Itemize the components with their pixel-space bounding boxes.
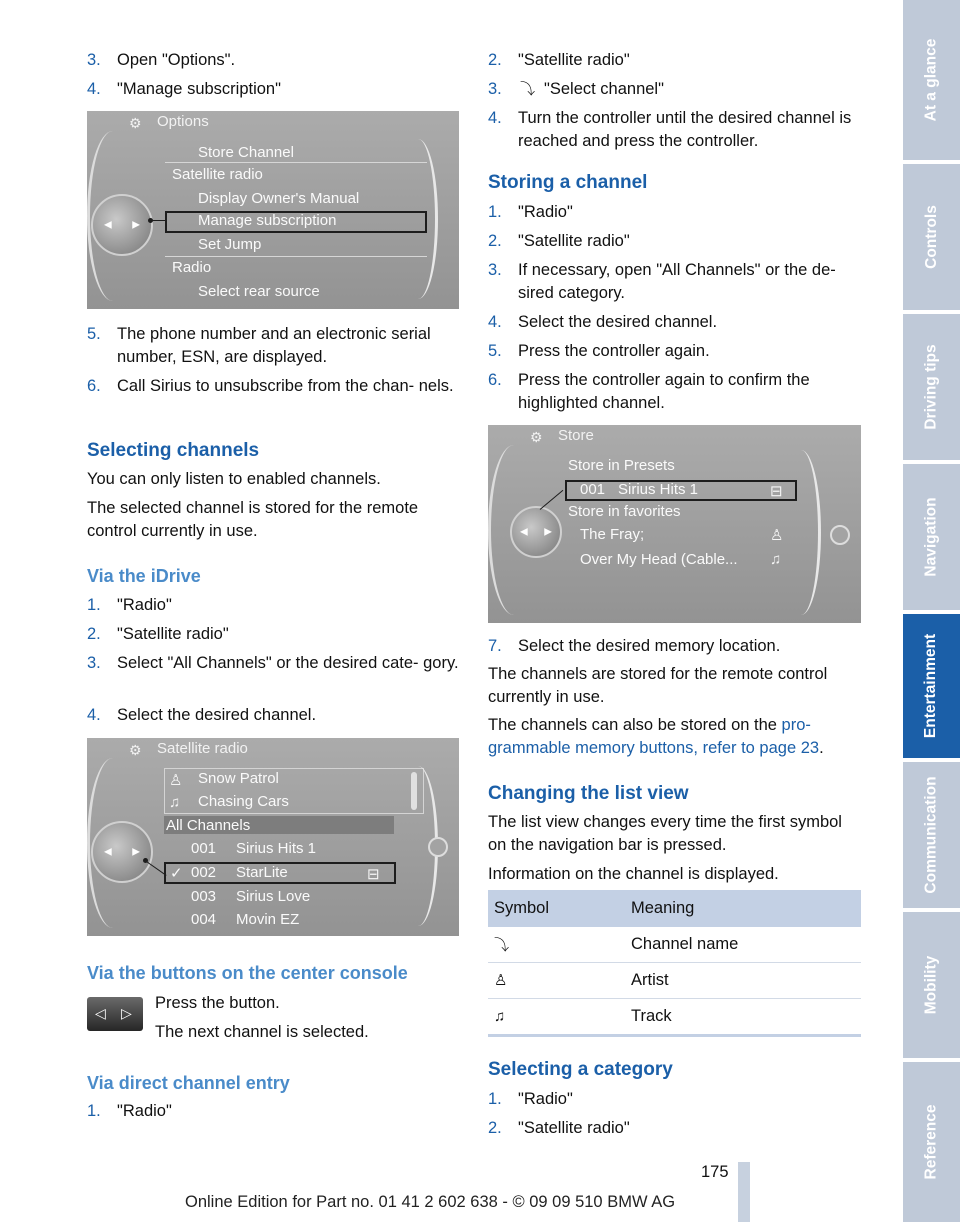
option-button-icon (830, 525, 850, 545)
track-icon: ♫ (770, 551, 782, 568)
menu-item: Store in Presets (568, 457, 675, 474)
store-channel-screenshot (488, 425, 861, 623)
page-reference-link[interactable]: pro- grammable memory buttons, refer to page 23 (488, 716, 820, 757)
paragraph: The channels can also be stored on the pro- grammable memory buttons, refer to page 23. (488, 716, 824, 757)
channel-name: StarLite (236, 864, 288, 881)
table-cell: Track (625, 999, 861, 1036)
channel-name: Movin EZ (236, 911, 300, 928)
paragraph: The list view changes every time the first symbol on the navigation bar is pressed. (488, 813, 842, 854)
column-header: Meaning (625, 890, 861, 927)
menu-item: Display Owner's Manual (198, 190, 360, 207)
section-heading: Selecting a category (488, 1059, 673, 1080)
category-label: All Channels (166, 817, 251, 834)
menu-item: Satellite radio (172, 166, 263, 183)
select-channel-icon: ⤵ (520, 81, 536, 98)
settings-menu-icon: ⚙ (530, 429, 543, 445)
channel-number: 003 (191, 888, 217, 905)
tab-navigation[interactable]: Navigation (903, 464, 960, 610)
paragraph: Press the button. (155, 994, 280, 1012)
section-heading: Changing the list view (488, 783, 689, 804)
channel-buttons-image (87, 997, 143, 1031)
menu-item-selected: Manage subscription (198, 212, 337, 229)
controller-knob-icon: ◀ ▶ (510, 506, 562, 558)
channel-number: 004 (191, 911, 217, 928)
option-button-icon (428, 837, 448, 857)
store-icon: ⊟ (770, 483, 783, 500)
paragraph: The next channel is selected. (155, 1023, 369, 1041)
menu-item: Radio (172, 259, 212, 276)
section-heading: Selecting channels (87, 440, 260, 461)
tab-at-a-glance[interactable]: At a glance (903, 0, 960, 160)
table-row (488, 999, 861, 1036)
store-icon: ⊟ (367, 866, 380, 883)
channel-name: Sirius Hits 1 (618, 481, 699, 498)
menu-item: The Fray; (580, 526, 645, 543)
artist-label: Snow Patrol (198, 770, 279, 787)
subsection-heading: Via the iDrive (87, 566, 201, 586)
table-header-row (488, 890, 861, 927)
table-row (488, 963, 861, 999)
artist-icon: ♙ (494, 972, 508, 989)
menu-item: Store in favorites (568, 503, 681, 520)
track-icon: ♫ (494, 1008, 506, 1025)
menu-item: Store Channel (198, 144, 294, 161)
settings-menu-icon: ⚙ (129, 742, 142, 758)
controller-knob-icon: ◀ ▶ (91, 194, 153, 256)
settings-menu-icon: ⚙ (129, 115, 142, 131)
paragraph: Information on the channel is displayed. (488, 865, 779, 883)
table-cell: Channel name (625, 927, 861, 963)
subsection-heading: Via the buttons on the center console (87, 963, 408, 983)
channel-number: 002 (191, 864, 217, 881)
next-arrow-icon: ▷ (121, 1005, 132, 1021)
channel-name: Sirius Love (236, 888, 311, 905)
page-number: 175 (701, 1163, 729, 1181)
footer-text: Online Edition for Part no. 01 41 2 602 638 - © 09 09 510 BMW AG (185, 1193, 676, 1211)
menu-item: Set Jump (198, 236, 262, 253)
menu-item: Over My Head (Cable... (580, 551, 738, 568)
table-row (488, 927, 861, 963)
artist-icon: ♙ (770, 527, 784, 544)
paragraph: The channels are stored for the remote control currently in use. (488, 665, 828, 706)
channel-number: 001 (580, 481, 606, 498)
tab-controls[interactable]: Controls (903, 164, 960, 310)
channel-name-icon: ⤵ (494, 937, 510, 954)
controller-knob-icon: ◀ ▶ (91, 821, 153, 883)
paragraph: You can only listen to enabled channels. (87, 470, 381, 488)
screen-title: Store (558, 427, 594, 444)
screen-title: Satellite radio (157, 740, 248, 757)
page-number-bar (738, 1162, 750, 1222)
options-menu-screenshot (87, 111, 459, 309)
column-header: Symbol (488, 890, 625, 927)
track-icon: ♫ (169, 794, 181, 811)
tab-entertainment[interactable]: Entertainment (903, 614, 960, 758)
channel-name: Sirius Hits 1 (236, 840, 317, 857)
subsection-heading: Via direct channel entry (87, 1073, 290, 1093)
section-heading: Storing a channel (488, 172, 648, 193)
screen-title: Options (157, 113, 209, 130)
previous-arrow-icon: ◁ (95, 1005, 106, 1021)
tab-reference[interactable]: Reference (903, 1062, 960, 1222)
tab-driving-tips[interactable]: Driving tips (903, 314, 960, 460)
channel-number: 001 (191, 840, 217, 857)
tab-mobility[interactable]: Mobility (903, 912, 960, 1058)
table-cell: Artist (625, 963, 861, 999)
symbol-table (488, 890, 861, 1037)
artist-icon: ♙ (169, 772, 183, 789)
menu-item: Select rear source (198, 283, 320, 300)
tab-communication[interactable]: Communication (903, 762, 960, 908)
track-label: Chasing Cars (198, 793, 289, 810)
satellite-radio-screenshot (87, 738, 459, 936)
paragraph: The selected channel is stored for the remote control currently in use. (87, 499, 419, 540)
checkmark-icon: ✓ (170, 865, 183, 882)
